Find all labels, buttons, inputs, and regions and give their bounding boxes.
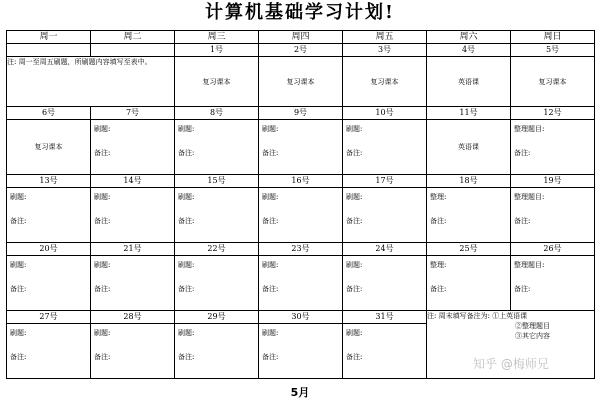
beizhu-label: 备注:	[178, 353, 195, 361]
shuati-label: 刷题:	[10, 261, 27, 269]
plan-row	[7, 256, 595, 311]
weekday-wed: 周三	[175, 31, 259, 44]
zhengli-label: 整理:	[430, 193, 447, 201]
date-cell: 28号	[91, 311, 175, 324]
shuati-label: 刷题:	[346, 329, 363, 337]
beizhu-label: 备注:	[262, 217, 279, 225]
weekday-sun: 周日	[511, 31, 595, 44]
date-cell: 23号	[259, 243, 343, 256]
date-cell: 17号	[343, 175, 427, 188]
plan-cell[interactable]	[511, 120, 595, 175]
beizhu-label: 备注:	[10, 353, 27, 361]
plan-cell[interactable]	[343, 324, 427, 379]
zhengli-label: 整理:	[430, 261, 447, 269]
date-cell: 2号	[259, 44, 343, 57]
page-title: 计算机基础学习计划!	[205, 2, 395, 23]
shuati-label: 刷题:	[10, 193, 27, 201]
date-cell: 10号	[343, 107, 427, 120]
beizhu-label: 备注:	[262, 353, 279, 361]
date-cell: 26号	[511, 243, 595, 256]
date-cell: 14号	[91, 175, 175, 188]
weekday-header-row	[7, 31, 595, 44]
zhengli-timu-label: 整理题目:	[514, 261, 545, 269]
plan-cell[interactable]	[175, 256, 259, 311]
beizhu-label: 备注:	[346, 149, 363, 157]
weekday-thu: 周四	[259, 31, 343, 44]
date-row	[7, 107, 595, 120]
weekday-sat: 周六	[427, 31, 511, 44]
date-cell: 13号	[7, 175, 91, 188]
beizhu-label: 备注:	[430, 217, 447, 225]
weekend-item: ②整理题目	[515, 322, 550, 330]
beizhu-label: 备注:	[514, 217, 531, 225]
beizhu-label: 备注:	[262, 285, 279, 293]
date-cell: 4号	[427, 44, 511, 57]
beizhu-label: 备注:	[262, 149, 279, 157]
date-cell: 1号	[175, 44, 259, 57]
plan-cell[interactable]	[175, 324, 259, 379]
plan-cell[interactable]	[259, 120, 343, 175]
instruction-note: 注: 周一至周五刷题，所刷题内容填写至表中。	[7, 57, 175, 107]
weekend-item: ①上英语课	[492, 312, 528, 320]
shuati-label: 刷题:	[262, 193, 279, 201]
date-cell: 16号	[259, 175, 343, 188]
date-cell: 11号	[427, 107, 511, 120]
beizhu-label: 备注:	[514, 149, 531, 157]
plan-cell[interactable]	[511, 188, 595, 243]
date-cell	[7, 44, 91, 57]
date-cell: 19号	[511, 175, 595, 188]
weekend-item: ③其它内容	[515, 332, 550, 340]
date-cell: 22号	[175, 243, 259, 256]
plan-cell[interactable]	[343, 256, 427, 311]
plan-cell[interactable]	[7, 256, 91, 311]
date-cell: 31号	[343, 311, 427, 324]
plan-cell[interactable]	[259, 324, 343, 379]
plan-row	[7, 120, 595, 175]
shuati-label: 刷题:	[346, 125, 363, 133]
date-row	[7, 44, 595, 57]
date-cell: 27号	[7, 311, 91, 324]
date-cell: 7号	[91, 107, 175, 120]
plan-cell[interactable]	[427, 188, 511, 243]
shuati-label: 刷题:	[94, 193, 111, 201]
date-cell: 29号	[175, 311, 259, 324]
shuati-label: 刷题:	[94, 125, 111, 133]
beizhu-label: 备注:	[346, 217, 363, 225]
beizhu-label: 备注:	[346, 353, 363, 361]
plan-cell[interactable]	[343, 120, 427, 175]
shuati-label: 刷题:	[178, 261, 195, 269]
beizhu-label: 备注:	[10, 285, 27, 293]
plan-row	[7, 188, 595, 243]
beizhu-label: 备注:	[178, 217, 195, 225]
beizhu-label: 备注:	[94, 353, 111, 361]
beizhu-label: 备注:	[10, 217, 27, 225]
calendar-table	[6, 30, 595, 379]
shuati-label: 刷题:	[178, 329, 195, 337]
date-cell: 15号	[175, 175, 259, 188]
plan-cell[interactable]: 复习课本	[175, 57, 259, 107]
date-cell: 25号	[427, 243, 511, 256]
beizhu-label: 备注:	[94, 217, 111, 225]
plan-cell[interactable]: 复习课本	[511, 57, 595, 107]
beizhu-label: 备注:	[94, 285, 111, 293]
date-cell: 30号	[259, 311, 343, 324]
shuati-label: 刷题:	[10, 329, 27, 337]
shuati-label: 刷题:	[262, 125, 279, 133]
plan-cell[interactable]	[343, 188, 427, 243]
date-cell: 20号	[7, 243, 91, 256]
beizhu-label: 备注:	[430, 285, 447, 293]
date-row	[7, 243, 595, 256]
date-cell: 18号	[427, 175, 511, 188]
date-cell: 3号	[343, 44, 427, 57]
plan-cell[interactable]	[91, 324, 175, 379]
date-cell: 6号	[7, 107, 91, 120]
plan-cell[interactable]	[259, 256, 343, 311]
shuati-label: 刷题:	[178, 193, 195, 201]
weekday-tue: 周二	[91, 31, 175, 44]
date-cell	[91, 44, 175, 57]
shuati-label: 刷题:	[94, 261, 111, 269]
beizhu-label: 备注:	[346, 285, 363, 293]
shuati-label: 刷题:	[346, 193, 363, 201]
plan-cell[interactable]	[91, 256, 175, 311]
plan-cell[interactable]: 复习课本	[259, 57, 343, 107]
plan-cell[interactable]	[7, 188, 91, 243]
plan-cell[interactable]	[259, 188, 343, 243]
beizhu-label: 备注:	[178, 149, 195, 157]
shuati-label: 刷题:	[262, 261, 279, 269]
month-footer: 5月	[290, 386, 310, 399]
weekday-mon: 周一	[7, 31, 91, 44]
beizhu-label: 备注:	[94, 149, 111, 157]
weekday-fri: 周五	[343, 31, 427, 44]
plan-cell[interactable]	[91, 188, 175, 243]
date-cell: 12号	[511, 107, 595, 120]
plan-cell[interactable]	[175, 120, 259, 175]
date-cell: 24号	[343, 243, 427, 256]
plan-cell[interactable]	[511, 256, 595, 311]
date-cell: 21号	[91, 243, 175, 256]
plan-cell[interactable]: 复习课本	[343, 57, 427, 107]
shuati-label: 刷题:	[178, 125, 195, 133]
date-cell: 5号	[511, 44, 595, 57]
plan-cell[interactable]: 复习课本	[7, 120, 91, 175]
zhengli-timu-label: 整理题目:	[514, 193, 545, 201]
plan-cell[interactable]: 英语课	[427, 120, 511, 175]
zhengli-timu-label: 整理题目:	[514, 125, 545, 133]
plan-cell[interactable]	[427, 256, 511, 311]
shuati-label: 刷题:	[346, 261, 363, 269]
plan-cell[interactable]	[175, 188, 259, 243]
plan-cell[interactable]	[91, 120, 175, 175]
beizhu-label: 备注:	[178, 285, 195, 293]
date-cell: 9号	[259, 107, 343, 120]
beizhu-label: 备注:	[514, 285, 531, 293]
shuati-label: 刷题:	[262, 329, 279, 337]
date-cell: 8号	[175, 107, 259, 120]
plan-cell[interactable]: 英语课	[427, 57, 511, 107]
date-row	[7, 175, 595, 188]
date-row	[7, 311, 595, 324]
weekend-note-label: 注: 周末填写备注为:	[427, 312, 490, 320]
plan-cell[interactable]	[7, 324, 91, 379]
watermark: 知乎 @梅师兄	[473, 357, 549, 371]
plan-row	[7, 57, 595, 107]
shuati-label: 刷题:	[94, 329, 111, 337]
